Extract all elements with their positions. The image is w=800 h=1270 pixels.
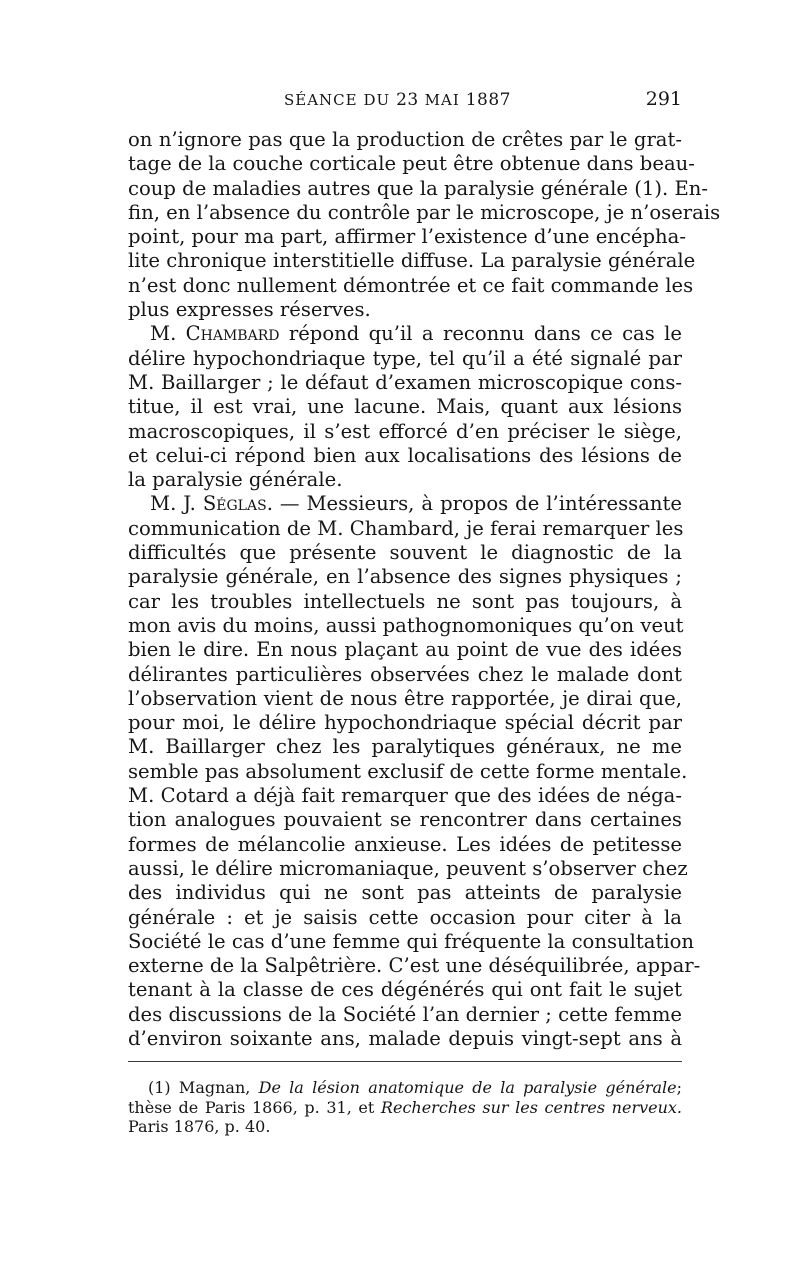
footnote-marker: (1) Magnan, xyxy=(148,1078,259,1098)
text-line: point, pour ma part, affirmer l’existence d’une encépha- xyxy=(128,225,686,249)
text-line: on n’ignore pas que la production de crêtes par le grat- xyxy=(128,128,682,151)
page-number: 291 xyxy=(645,88,682,110)
text-line: délirantes particulières observées chez le malade dont xyxy=(128,662,682,686)
running-title-du: DU xyxy=(363,91,391,109)
text-line: délire hypochondriaque type, tel qu’il a été signalé par xyxy=(128,346,682,370)
text-line: et celui-ci répond bien aux localisations des lésions de xyxy=(128,443,682,467)
footnote-line xyxy=(128,1098,682,1118)
text-line: bien le dire. En nous plaçant au point de vue des idées xyxy=(128,638,682,662)
text-line: formes de mélancolie anxieuse. Les idées de petitesse xyxy=(128,832,682,856)
text-line: d’environ soixante ans, malade depuis vingt-sept ans à xyxy=(128,1026,682,1050)
text-line: Société le cas d’une femme qui fréquente la consultation xyxy=(128,929,695,953)
text-line: fin, en l’absence du contrôle par le microscope, je n’oserais xyxy=(128,200,721,224)
speaker-name: Séglas xyxy=(202,492,267,516)
text-line: communication de M. Chambard, je ferai remarquer les xyxy=(128,516,684,540)
text-line: difficultés que présente souvent le diagnostic de la xyxy=(128,541,682,565)
running-title-seance: SÉANCE xyxy=(284,91,358,109)
footnote-punct: ; xyxy=(676,1078,683,1098)
running-title-day: 23 xyxy=(396,90,419,110)
body-text xyxy=(128,128,721,1051)
text-line: M. Cotard a déjà fait remarquer que des idées de néga- xyxy=(128,784,682,808)
footnote-title: Recherches sur les centres nerveux. xyxy=(380,1097,683,1117)
footnote-divider xyxy=(128,1061,682,1062)
text-line: paralysie générale, en l’absence des signes physiques ; xyxy=(128,565,682,589)
running-title-month: MAI xyxy=(424,91,460,109)
text-line: semble pas absolument exclusif de cette forme mentale. xyxy=(128,759,688,783)
text-segment: répond qu’il a reconnu dans ce cas le xyxy=(279,322,682,346)
text-line: des discussions de la Société l’an dernier ; cette femme xyxy=(128,1002,682,1026)
text-line: aussi, le délire micromaniaque, peuvent s’observer chez xyxy=(128,856,688,880)
text-line: la paralysie générale. xyxy=(128,468,343,492)
speaker-name: Chambard xyxy=(185,322,280,346)
text-line: pour moi, le délire hypochondriaque spécial décrit par xyxy=(128,711,682,735)
text-line: coup de maladies autres que la paralysie générale (1). En- xyxy=(128,176,709,200)
footnote-title: De la lésion anatomique de la paralysie générale xyxy=(258,1078,677,1098)
footnote xyxy=(128,1078,682,1137)
book-page xyxy=(128,88,721,1137)
text-line: titue, il est vrai, une lacune. Mais, quant aux lésions xyxy=(128,395,682,419)
running-title-year: 1887 xyxy=(465,90,511,110)
footnote-line: Paris 1876, p. 40. xyxy=(128,1117,271,1137)
speaker-title: M. J. xyxy=(150,492,196,516)
text-line: mon avis du moins, aussi pathognomoniques qu’on veut xyxy=(128,613,684,637)
text-line: générale : et je saisis cette occasion pour citer à la xyxy=(128,905,682,929)
running-title xyxy=(284,90,511,110)
text-line: car les troubles intellectuels ne sont pas toujours, à xyxy=(128,589,682,613)
text-line: tion analogues pouvaient se rencontrer dans certaines xyxy=(128,808,682,832)
text-segment: . — Messieurs, à propos de l’intéressante xyxy=(266,492,682,516)
paragraph-start-line xyxy=(128,492,682,516)
footnote-text: thèse de Paris 1866, p. 31, et xyxy=(128,1097,381,1117)
text-line: lite chronique interstitielle diffuse. La paralysie générale xyxy=(128,249,696,273)
text-line: M. Baillarger chez les paralytiques généraux, ne me xyxy=(128,735,682,759)
text-line: tenant à la classe de ces dégénérés qui ont fait le sujet xyxy=(128,978,682,1002)
text-line: tage de la couche corticale peut être obtenue dans beau- xyxy=(128,152,695,176)
text-line: des individus qui ne sont pas atteints de paralysie xyxy=(128,881,682,905)
speaker-title: M. xyxy=(150,322,177,346)
text-line: M. Baillarger ; le défaut d’examen microscopique cons- xyxy=(128,370,682,394)
page-header xyxy=(128,88,682,128)
text-line: l’observation vient de nous être rapportée, je dirai que, xyxy=(128,686,682,710)
paragraph-start-line xyxy=(128,322,682,346)
text-line: n’est donc nullement démontrée et ce fait commande les xyxy=(128,273,694,297)
text-line: plus expresses réserves. xyxy=(128,298,371,322)
text-line: macroscopiques, il s’est efforcé d’en préciser le siège, xyxy=(128,419,682,443)
footnote-line xyxy=(128,1078,682,1098)
text-line: externe de la Salpêtrière. C’est une déséquilibrée, appar- xyxy=(128,954,701,978)
